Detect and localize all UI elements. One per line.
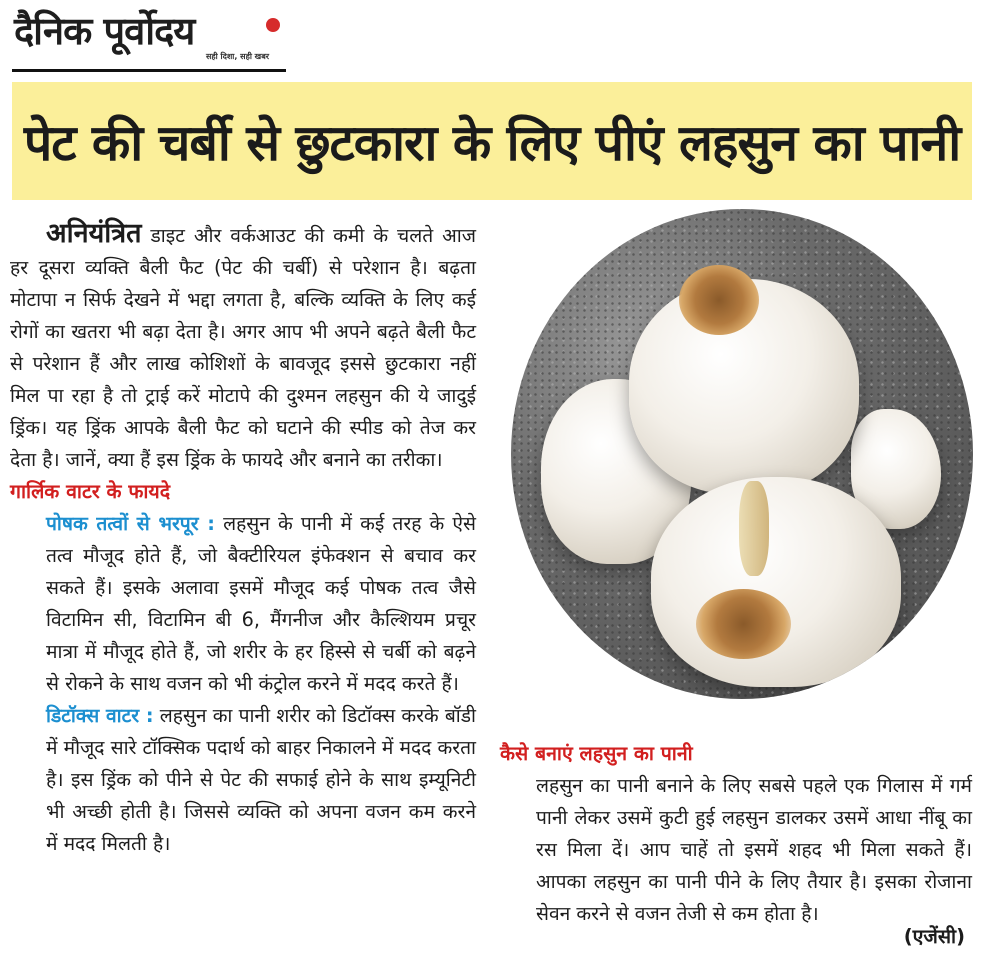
headline-banner: [12, 82, 972, 200]
source-credit: (एजेंसी): [903, 925, 965, 948]
intro-dropword: अनियंत्रित: [46, 218, 142, 249]
detox-lead: डिटॉक्स वाटर :: [46, 704, 154, 727]
masthead: [12, 6, 286, 72]
garlic-clove-split: [739, 481, 769, 576]
headline: पेट की चर्बी से छुटकारा के लिए पीएं लहसुन का पानी: [23, 114, 961, 172]
tagline: सही दिशा, सही खबर: [206, 52, 270, 61]
detox-paragraph: [10, 700, 476, 860]
intro-paragraph: [10, 218, 476, 476]
recipe-paragraph: लहसुन का पानी बनाने के लिए सबसे पहले एक गिलास में गर्म पानी लेकर उसमें कुटी हुई लहसुन डालकर उसमें आधा नींबू का रस मिला दें। आप चाहें तो इसमें शहद भी मिला सकते हैं। आपका लहसुन का पानी पीने के लिए तैयार है। इसका रोजाना सेवन करने से वजन तेजी से कम होता है।: [536, 774, 972, 925]
masthead-divider: [12, 69, 286, 72]
detox-text: लहसुन का पानी शरीर को डिटॉक्स करके बॉडी में मौजूद सारे टॉक्सिक पदार्थ को बाहर निकालने में मदद करता है। इस ड्रिंक को पीने से पेट की सफाई होने के साथ इम्यूनिटी भी अच्छी होती है। जिससे व्यक्ति को अपना वजन कम करने में मदद मिलती है।: [46, 704, 476, 855]
nutrients-lead: पोषक तत्वों से भरपूर :: [46, 512, 215, 535]
garlic-photo: [511, 209, 973, 699]
recipe-heading: कैसे बनाएं लहसुन का पानी: [500, 742, 693, 765]
intro-text: डाइट और वर्कआउट की कमी के चलते आज हर दूसरा व्यक्ति बैली फैट (पेट की चर्बी) से परेशान है। बढ़ता मोटापा न सिर्फ देखने में भद्दा लगता है, बल्कि व्यक्ति के लिए कई रोगों का खतरा भी बढ़ा देता है। अगर आप भी अपने बढ़ते बैली फैट से परेशान हैं और लाख कोशिशों के बावजूद इससे छुटकारा नहीं मिल पा रहा है तो ट्राई करें मोटापे की दुश्मन लहसुन की ये जादुई ड्रिंक। यह ड्रिंक आपके बैली फैट को घटाने की स्पीड को तेज कर देता है। जानें, क्या हैं इस ड्रिंक के फायदे और बनाने का तरीका।: [10, 224, 476, 471]
article-right-column: [500, 738, 972, 930]
benefits-heading: गार्लिक वाटर के फायदे: [10, 480, 171, 503]
article-left-column: [10, 218, 476, 860]
newspaper-logo: दैनिक पूर्वोदय: [14, 9, 195, 53]
nutrients-text: लहसुन के पानी में कई तरह के ऐसे तत्व मौजूद होते हैं, जो बैक्टीरियल इंफेक्शन से बचाव कर सकते हैं। इसके अलावा इसमें मौजूद कई पोषक तत्व जैसे विटामिन सी, विटामिन बी 6, मैंगनीज और कैल्शियम प्रचूर मात्रा में मौजूद होते हैं, जो शरीर के हर हिस्से से चर्बी को बढ़ने से रोकने के साथ वजन को भी कंट्रोल करने में मदद करते हैं।: [46, 512, 476, 695]
nutrients-paragraph: [10, 508, 476, 700]
garlic-root-top: [679, 265, 759, 335]
garlic-bulb-front: [651, 477, 901, 687]
garlic-root-front: [696, 589, 791, 659]
logo-dot-icon: [266, 18, 280, 32]
